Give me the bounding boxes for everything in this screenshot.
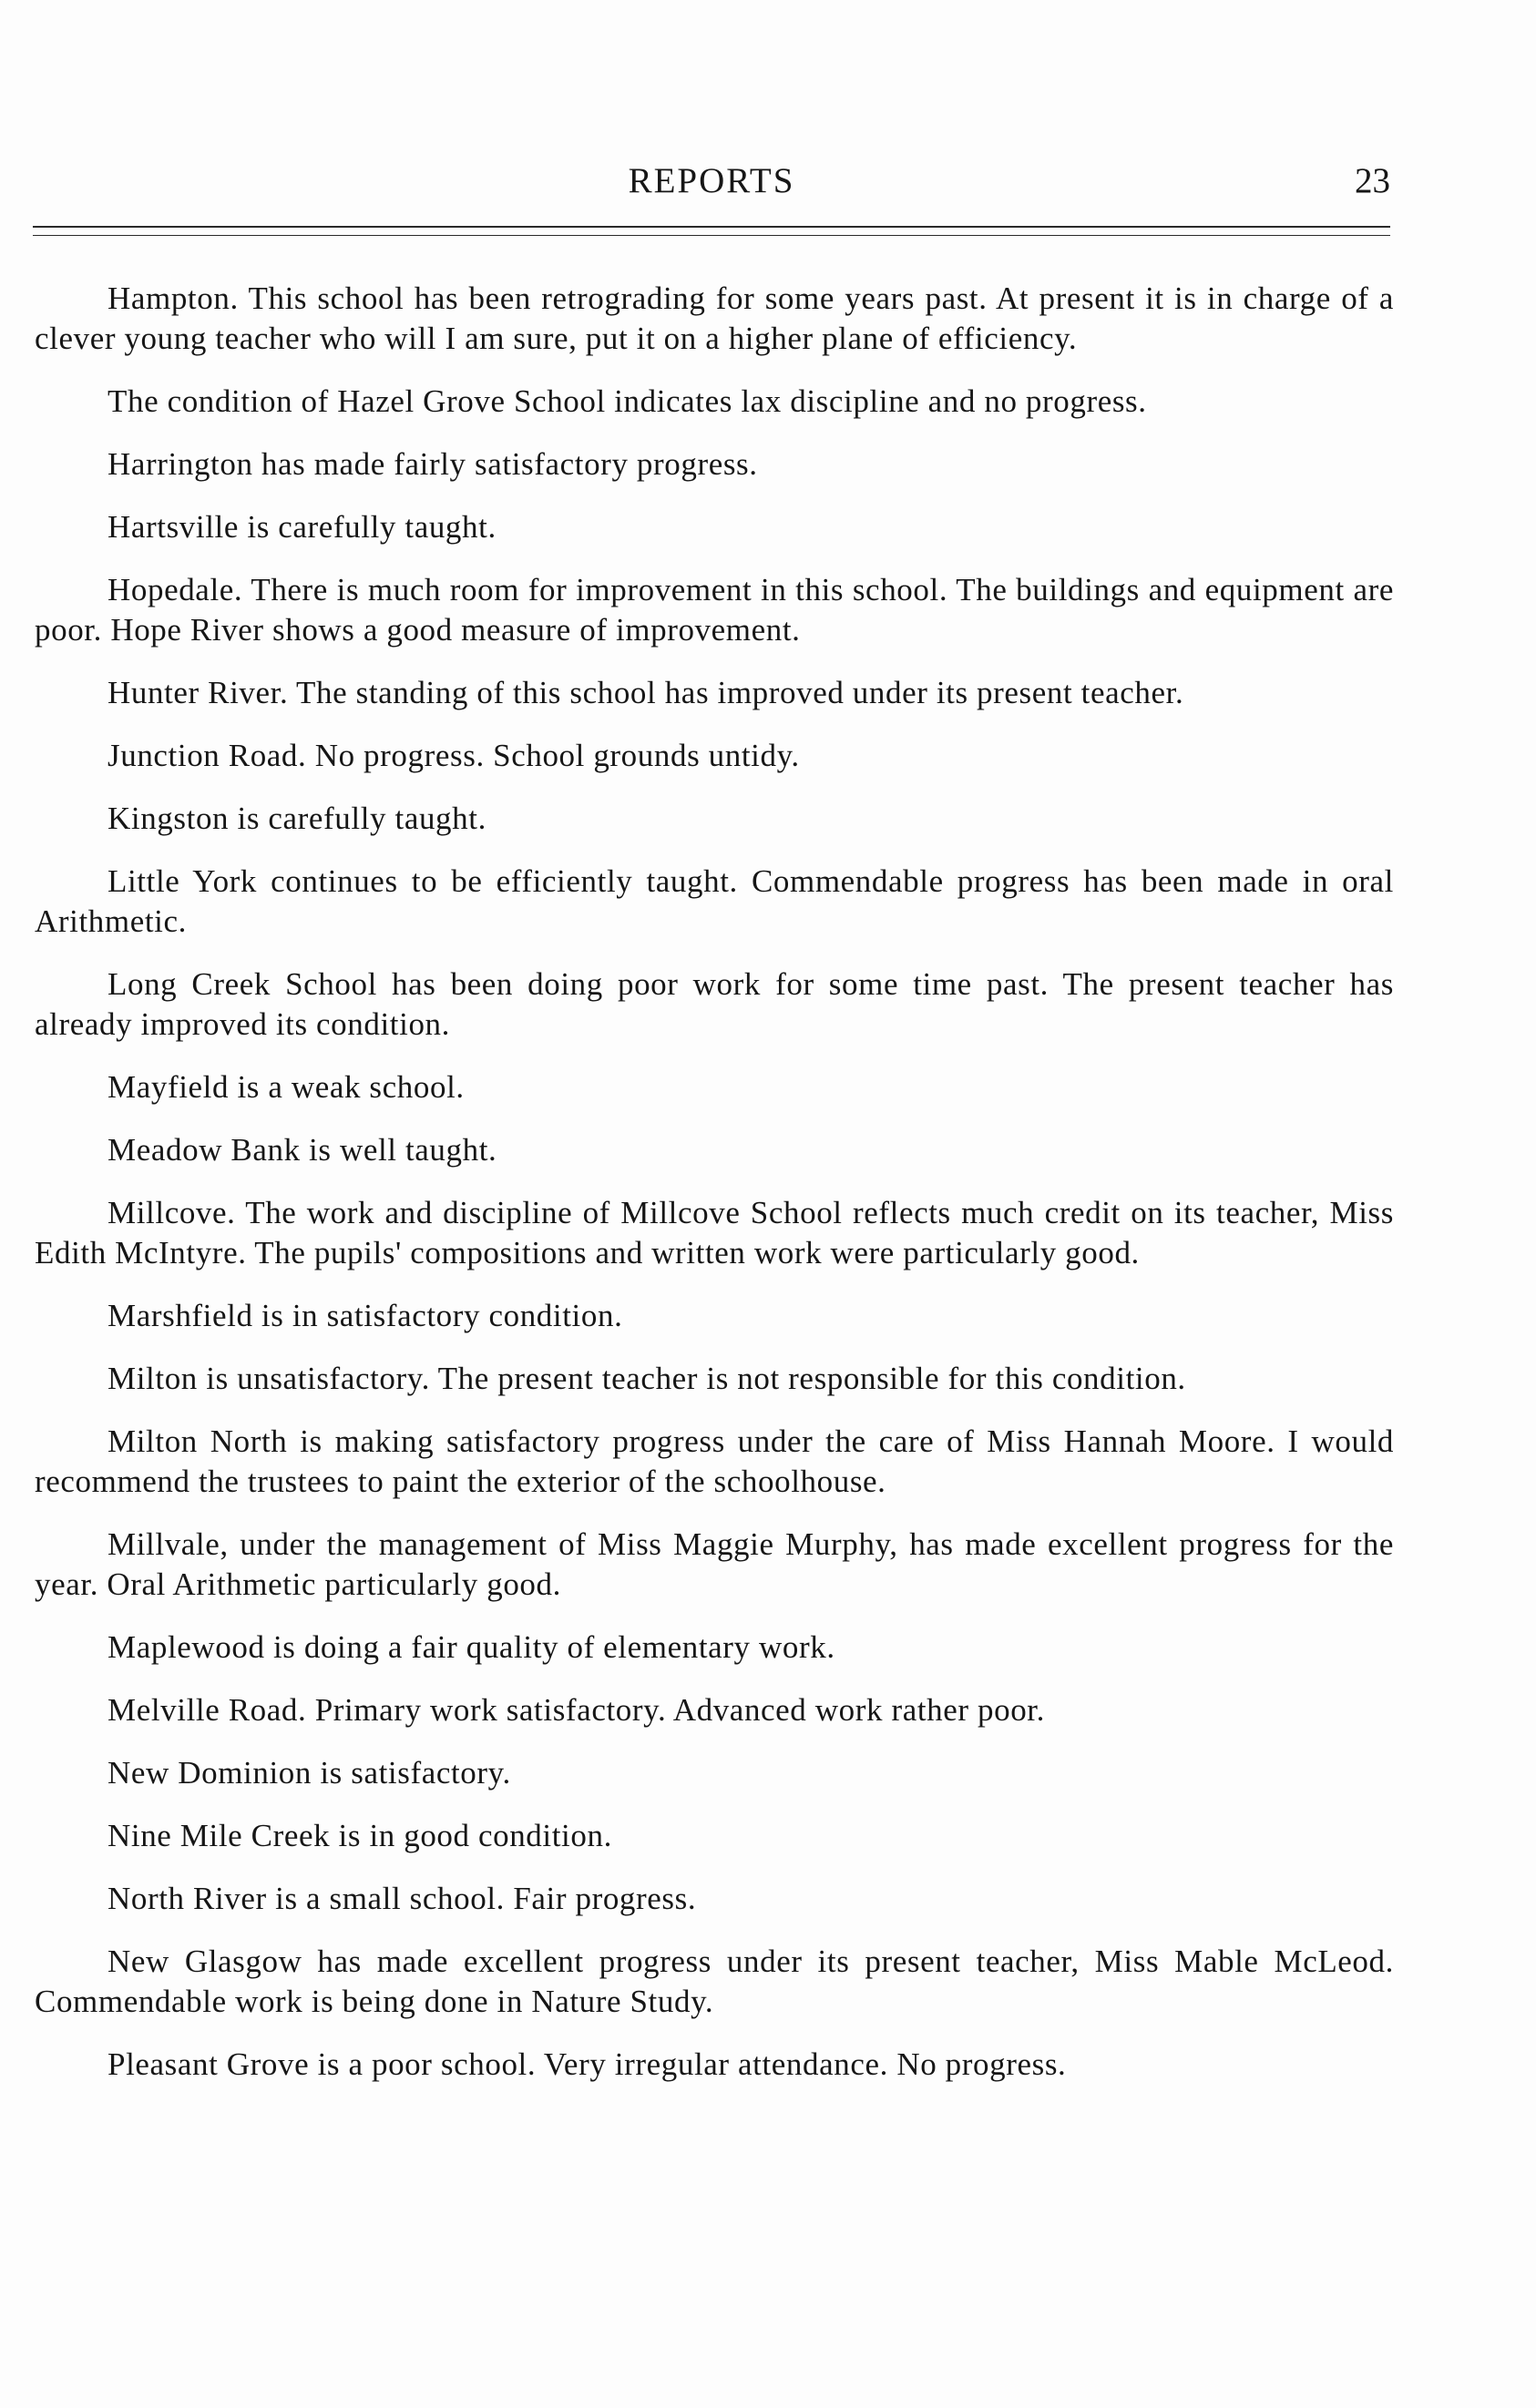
header-rule-thick (33, 226, 1390, 228)
paragraph-millcove: Millcove. The work and discipline of Millcove School reflects much credit on its teacher, Miss Edith McIntyre. The pupils' compositions and written work were particularly good. (35, 1195, 1394, 1270)
report-body (35, 279, 1394, 2107)
paragraph-marshfield: Marshfield is in satisfactory condition. (108, 1298, 623, 1333)
paragraph-melville-road: Melville Road. Primary work satisfactory. Advanced work rather poor. (108, 1692, 1045, 1728)
paragraph-nine-mile-creek: Nine Mile Creek is in good condition. (108, 1818, 612, 1853)
paragraph-millvale: Millvale, under the management of Miss Maggie Murphy, has made excellent progress for the year. Oral Arithmetic particularly good. (35, 1526, 1394, 1602)
paragraph-new-dominion: New Dominion is satisfactory. (108, 1755, 511, 1791)
paragraph-kingston: Kingston is carefully taught. (108, 801, 486, 836)
paragraph-hampton: Hampton. This school has been retrograding for some years past. At present it is in charge of a clever young teacher who will I am sure, put it on a higher plane of efficiency. (35, 281, 1394, 356)
paragraph-hunter-river: Hunter River. The standing of this school has improved under its present teacher. (108, 675, 1184, 710)
header-rule-thin (33, 235, 1390, 236)
paragraph-pleasant-grove: Pleasant Grove is a poor school. Very irregular attendance. No progress. (108, 2046, 1067, 2082)
paragraph-hazel-grove: The condition of Hazel Grove School indicates lax discipline and no progress. (108, 383, 1147, 419)
paragraph-meadow-bank: Meadow Bank is well taught. (108, 1132, 497, 1168)
paragraph-new-glasgow: New Glasgow has made excellent progress under its present teacher, Miss Mable McLeod. Commendable work is being done in Nature Study. (35, 1944, 1394, 2019)
paragraph-little-york: Little York continues to be efficiently taught. Commendable progress has been made in oral Arithmetic. (35, 863, 1394, 939)
paragraph-milton: Milton is unsatisfactory. The present teacher is not responsible for this condition. (108, 1361, 1186, 1396)
paragraph-milton-north: Milton North is making satisfactory progress under the care of Miss Hannah Moore. I would recommend the trustees to paint the exterior of the schoolhouse. (35, 1423, 1394, 1499)
paragraph-hartsville: Hartsville is carefully taught. (108, 509, 497, 545)
paragraph-harrington: Harrington has made fairly satisfactory progress. (108, 446, 758, 482)
paragraph-hopedale: Hopedale. There is much room for improvement in this school. The buildings and equipment are poor. Hope River shows a good measure of improvement. (35, 572, 1394, 648)
paragraph-mayfield: Mayfield is a weak school. (108, 1069, 465, 1105)
paragraph-maplewood: Maplewood is doing a fair quality of elementary work. (108, 1629, 835, 1665)
paragraph-long-creek: Long Creek School has been doing poor work for some time past. The present teacher has already improved its condition. (35, 966, 1394, 1042)
paragraph-north-river: North River is a small school. Fair progress. (108, 1881, 697, 1916)
page-header (33, 160, 1390, 215)
paragraph-junction-road: Junction Road. No progress. School grounds untidy. (108, 738, 800, 773)
page-number: 23 (1355, 161, 1390, 200)
running-head: REPORTS (628, 161, 795, 200)
